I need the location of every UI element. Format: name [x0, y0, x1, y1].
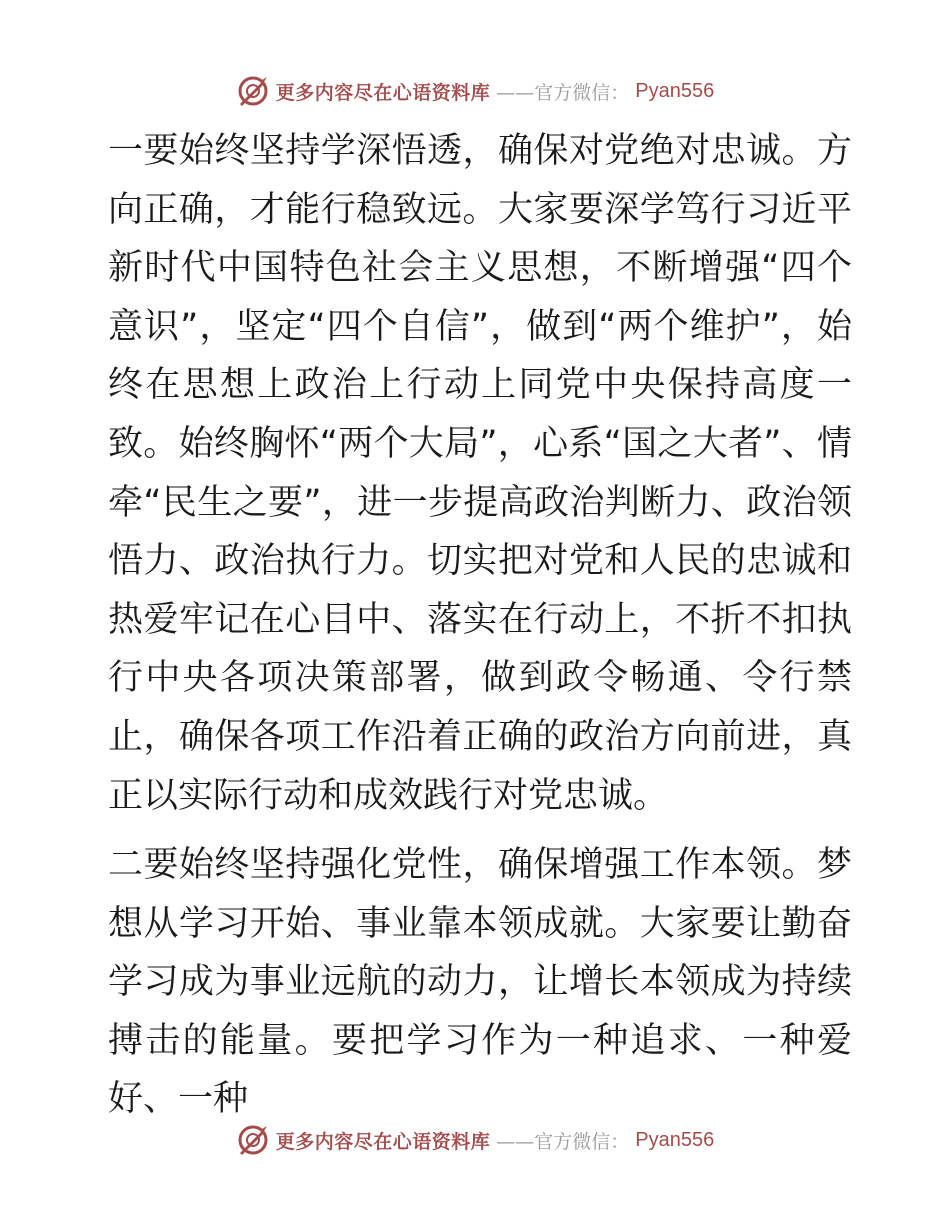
watermark-title: 更多内容尽在心语资料库 — [275, 81, 491, 104]
watermark-separator: ——官方微信： — [496, 81, 630, 104]
quill-logo-icon — [236, 74, 270, 108]
quill-logo-icon — [236, 1123, 270, 1157]
header-watermark — [0, 71, 950, 111]
document-body-paragraph-1 — [100, 122, 852, 825]
document-body-paragraph-2 — [100, 836, 852, 1129]
watermark-title: 更多内容尽在心语资料库 — [275, 1130, 491, 1153]
watermark-wechat-id: Pyan556 — [635, 1128, 715, 1151]
paragraph-text: 二要始终坚持强化党性，确保增强工作本领。梦想从学习开始、事业靠本领成就。大家要让勤奋学习成为事业远航的动力，让增长本领成为持续搏击的能量。要把学习作为一种追求、一种爱好、一种 — [108, 845, 852, 1120]
paragraph-text: 一要始终坚持学深悟透，确保对党绝对忠诚。方向正确，才能行稳致远。大家要深学笃行习近平新时代中国特色社会主义思想，不断增强“四个意识”，坚定“四个自信”，做到“两个维护”，始终在思想上政治上行动上同党中央保持高度一致。始终胸怀“两个大局”，心系“国之大者”、情牵“民生之要”，进一步提高政治判断力、政治领悟力、政治执行力。切实把对党和人民的忠诚和热爱牢记在心目中、落实在行动上，不折不扣执行中央各项决策部署，做到政令畅通、令行禁止，确保各项工作沿着正确的政治方向前进，真正以实际行动和成效践行对党忠诚。 — [108, 131, 852, 816]
footer-watermark — [0, 1120, 950, 1160]
watermark-wechat-id: Pyan556 — [635, 79, 715, 102]
watermark-separator: ——官方微信： — [496, 1130, 630, 1153]
